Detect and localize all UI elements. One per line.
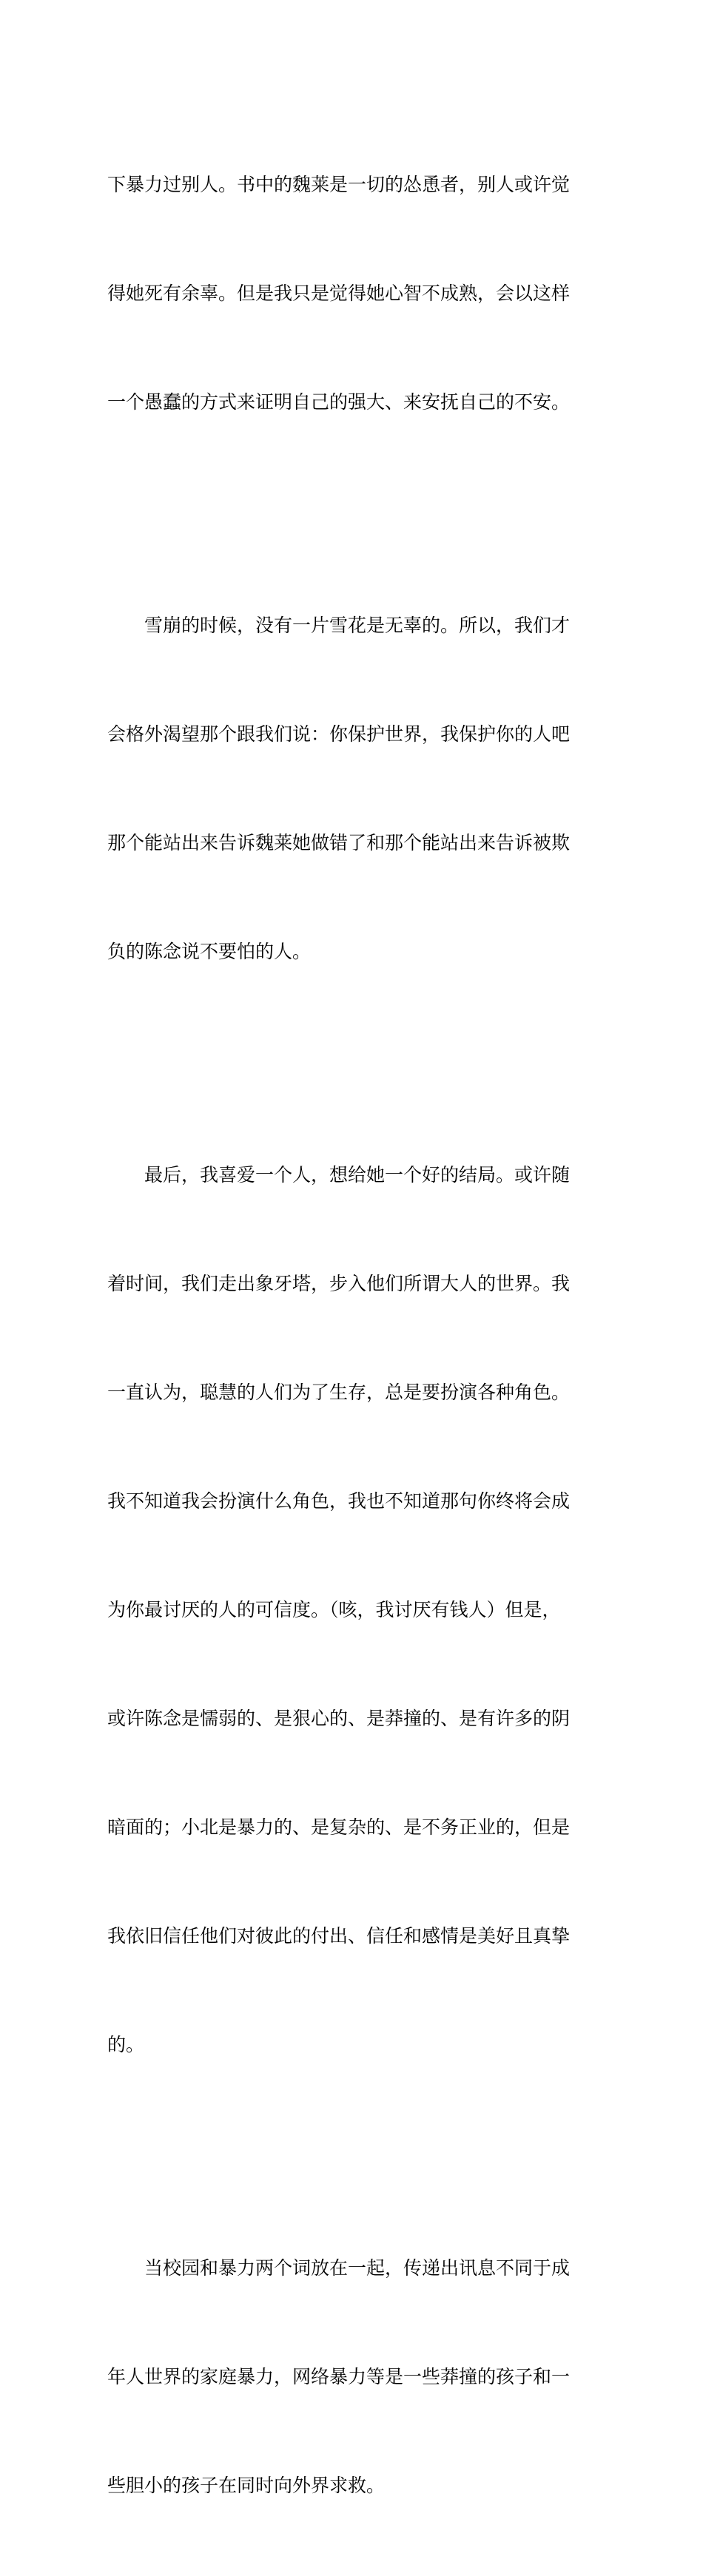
text-line: 我依旧信任他们对彼此的付出、信任和感情是美好且真挚: [107, 1925, 571, 1947]
text-line: 最后，我喜爱一个人，想给她一个好的结局。或许随: [144, 1164, 571, 1186]
paragraph-spacer: [107, 2135, 599, 2177]
text-line: 着时间，我们走出象牙塔，步入他们所谓大人的世界。我: [107, 1273, 571, 1294]
text-line: 一直认为，聪慧的人们为了生存，总是要扮演各种角色。: [107, 1382, 571, 1403]
paragraph-2: [107, 535, 599, 1042]
paragraph-spacer: [107, 493, 599, 535]
text-line: 或许陈念是懦弱的、是狠心的、是莽撞的、是有许多的阴: [107, 1708, 571, 1729]
text-line: 下暴力过别人。书中的魏莱是一切的怂恿者，别人或许觉: [107, 174, 571, 195]
paragraph-3: [107, 1084, 599, 2135]
text-line: 得她死有余辜。但是我只是觉得她心智不成熟，会以这样: [107, 283, 571, 304]
text-line: 负的陈念说不要怕的人。: [107, 941, 312, 962]
text-line: 那个能站出来告诉魏莱她做错了和那个能站出来告诉被欺: [107, 832, 571, 853]
text-line: 暗面的；小北是暴力的、是复杂的、是不务正业的，但是: [107, 1816, 571, 1838]
text-line: 为你最讨厌的人的可信度。（咳，我讨厌有钱人）但是，: [107, 1599, 561, 1620]
paragraph-1: [107, 94, 599, 493]
text-line: 我不知道我会扮演什么角色，我也不知道那句你终将会成: [107, 1490, 571, 1512]
text-line: 当校园和暴力两个词放在一起，传递出讯息不同于成: [144, 2257, 571, 2279]
text-line: 的。: [107, 2034, 145, 2055]
text-line: 会格外渴望那个跟我们说：你保护世界，我保护你的人吧: [107, 723, 571, 745]
body-text: [107, 94, 599, 2576]
text-line: 年人世界的家庭暴力，网络暴力等是一些莽撞的孩子和一: [107, 2366, 571, 2387]
text-line: 些胆小的孩子在同时向外界求救。: [107, 2475, 386, 2496]
paragraph-4: [107, 2177, 599, 2576]
paragraph-spacer: [107, 1042, 599, 1084]
text-line: 一个愚蠢的方式来证明自己的强大、来安抚自己的不安。: [107, 391, 571, 413]
text-line: 雪崩的时候，没有一片雪花是无辜的。所以，我们才: [144, 615, 571, 636]
